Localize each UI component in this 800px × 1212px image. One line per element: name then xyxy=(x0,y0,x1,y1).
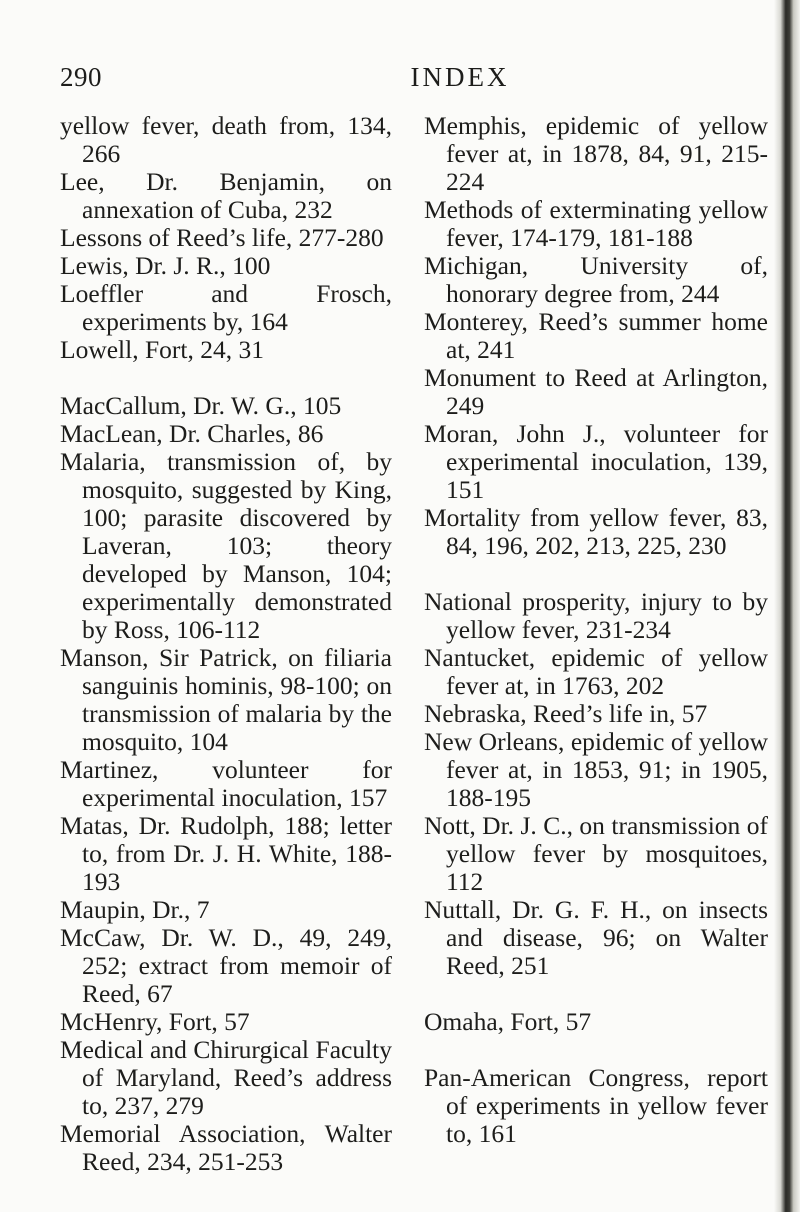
index-entry: Maupin, Dr., 7 xyxy=(60,895,210,924)
index-entry: Mortality from yellow fever, 83, 84, 196, 202, 213, 225, 230 xyxy=(424,503,768,560)
index-entry: Pan-American Congress, report of experiments in yellow fever to, 161 xyxy=(424,1063,768,1148)
index-entry: McHenry, Fort, 57 xyxy=(60,1007,250,1036)
page-number: 290 xyxy=(60,62,102,92)
letter-group-divider xyxy=(424,1036,768,1064)
index-entry: Michigan, University of, honorary degree from, 244 xyxy=(424,251,768,308)
index-column-right xyxy=(424,112,768,1148)
running-title: INDEX xyxy=(410,62,510,92)
index-entry: Methods of exterminating yellow fever, 174-179, 181-188 xyxy=(424,195,768,252)
index-column-left xyxy=(60,112,392,1176)
index-entry: Monument to Reed at Arlington, 249 xyxy=(424,363,768,420)
index-entry: Lessons of Reed’s life, 277-280 xyxy=(60,223,384,252)
index-entry: Malaria, transmission of, by mosquito, suggested by King, 100; parasite discovered by Laveran, 103; theory developed by Manson, 104; experimentally demonstrated by Ross, 106-112 xyxy=(60,447,392,644)
index-entry: Memorial Association, Walter Reed, 234, 251-253 xyxy=(60,1119,392,1176)
page-edge-shadow xyxy=(774,0,800,1212)
index-entry: New Orleans, epidemic of yellow fever at, in 1853, 91; in 1905, 188-195 xyxy=(424,727,768,812)
index-entry: MacCallum, Dr. W. G., 105 xyxy=(60,391,342,420)
letter-group-divider xyxy=(60,364,392,392)
index-entry: Nott, Dr. J. C., on transmission of yellow fever by mosquitoes, 112 xyxy=(424,811,768,896)
index-entry: Omaha, Fort, 57 xyxy=(424,1007,592,1036)
index-entry: Moran, John J., volunteer for experimental inoculation, 139, 151 xyxy=(424,419,768,504)
index-entry: Monterey, Reed’s summer home at, 241 xyxy=(424,307,768,364)
index-entry: Lowell, Fort, 24, 31 xyxy=(60,335,264,364)
index-entry: Lewis, Dr. J. R., 100 xyxy=(60,251,271,280)
index-entry: Nebraska, Reed’s life in, 57 xyxy=(424,699,708,728)
index-entry: Medical and Chirurgical Faculty of Maryland, Reed’s address to, 237, 279 xyxy=(60,1035,392,1120)
index-entry: Loeffler and Frosch, experiments by, 164 xyxy=(60,279,392,336)
letter-group-divider xyxy=(424,980,768,1008)
index-entry: yellow fever, death from, 134, 266 xyxy=(60,111,392,168)
index-entry: Manson, Sir Patrick, on filiaria sanguinis hominis, 98-100; on transmission of malaria by the mosquito, 104 xyxy=(60,643,392,756)
letter-group-divider xyxy=(424,560,768,588)
index-entry: McCaw, Dr. W. D., 49, 249, 252; extract from memoir of Reed, 67 xyxy=(60,923,392,1008)
index-entry: Lee, Dr. Benjamin, on annexation of Cuba, 232 xyxy=(60,167,392,224)
index-entry: MacLean, Dr. Charles, 86 xyxy=(60,419,324,448)
index-entry: Matas, Dr. Rudolph, 188; letter to, from Dr. J. H. White, 188-193 xyxy=(60,811,392,896)
index-entry: National prosperity, injury to by yellow fever, 231-234 xyxy=(424,587,768,644)
index-entry: Memphis, epidemic of yellow fever at, in 1878, 84, 91, 215-224 xyxy=(424,111,768,196)
index-entry: Nantucket, epidemic of yellow fever at, in 1763, 202 xyxy=(424,643,768,700)
index-entry: Nuttall, Dr. G. F. H., on insects and disease, 96; on Walter Reed, 251 xyxy=(424,895,768,980)
page-header xyxy=(60,62,760,102)
index-entry: Martinez, volunteer for experimental inoculation, 157 xyxy=(60,755,392,812)
